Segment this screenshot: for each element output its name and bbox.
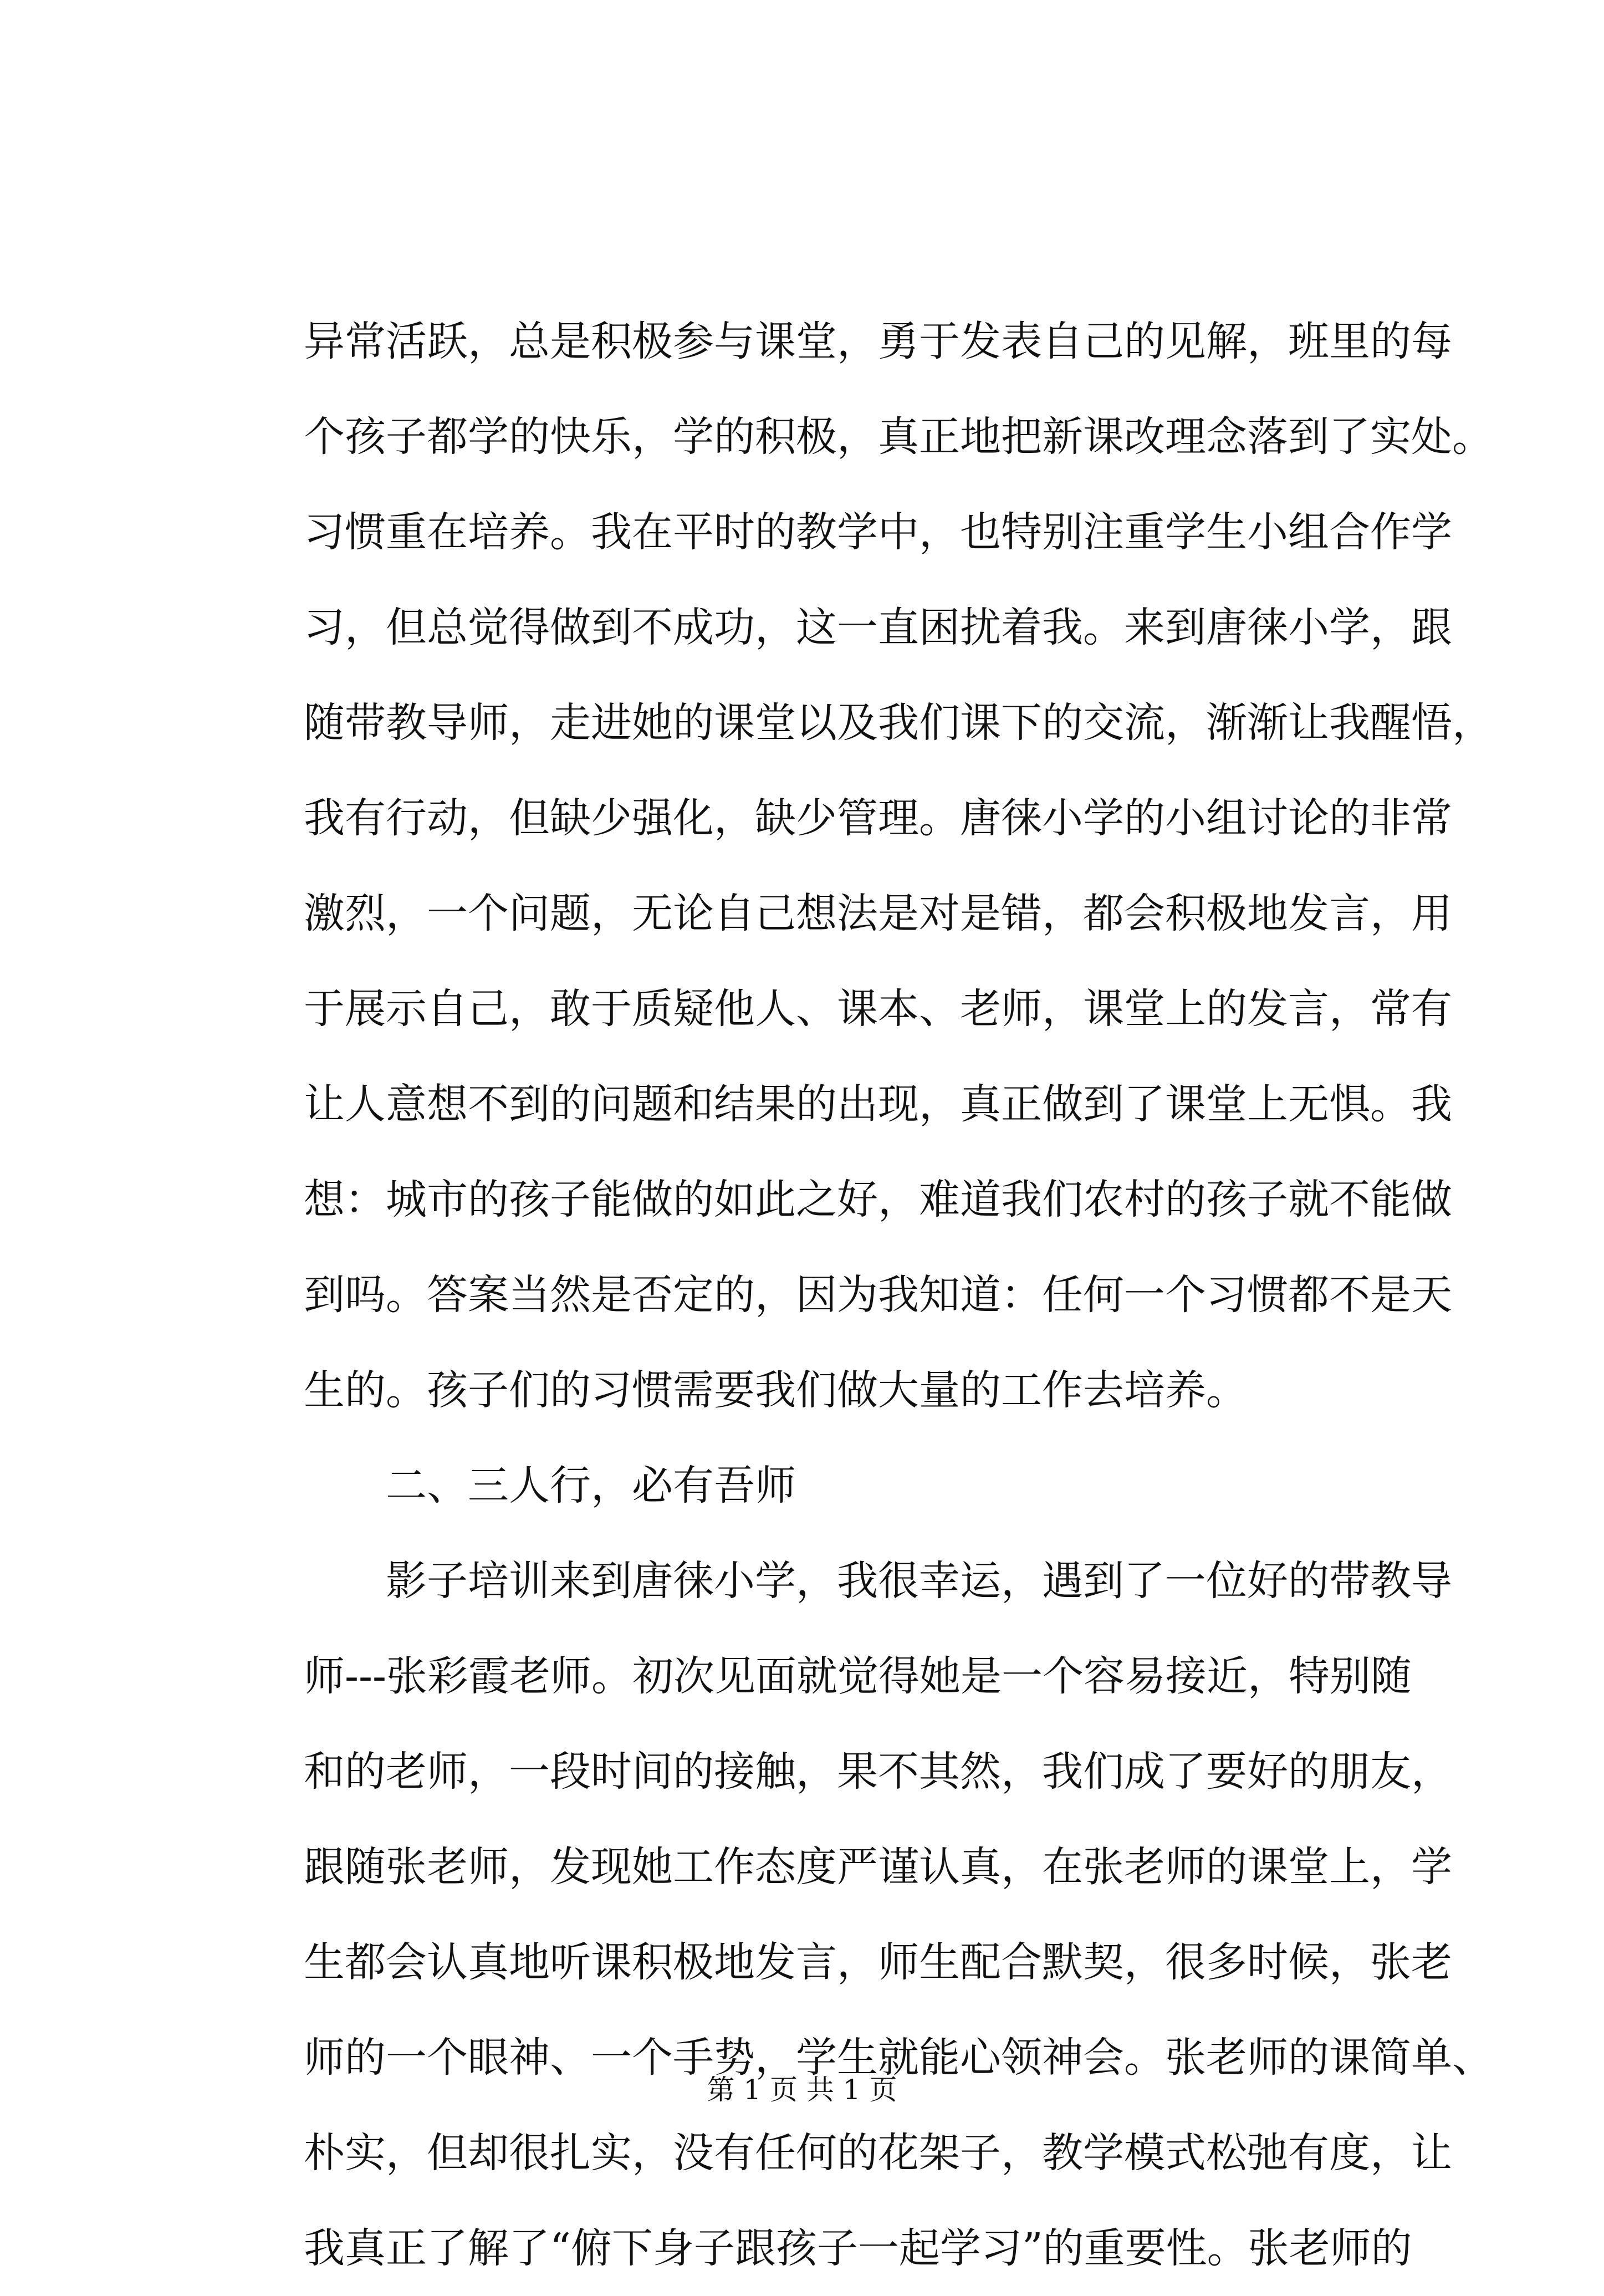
page-footer: 第 1 页 共 1 页 [707, 2074, 897, 2106]
section-heading: 二、三人行，必有吾师 [304, 1462, 796, 1509]
text-line: 想：城市的孩子能做的如此之好，难道我们农村的孩子就不能做 [304, 1176, 1452, 1223]
text-line: 随带教导师，走进她的课堂以及我们课下的交流，渐渐让我醒悟， [304, 699, 1493, 747]
text-line: 朴实，但却很扎实，没有任何的花架子，教学模式松弛有度，让 [304, 2129, 1452, 2177]
text-line: 异常活跃，总是积极参与课堂，勇于发表自己的见解，班里的每 [304, 318, 1452, 365]
text-line: 习惯重在培养。我在平时的教学中，也特别注重学生小组合作学 [304, 508, 1452, 556]
text-line: 跟随张老师，发现她工作态度严谨认真，在张老师的课堂上，学 [304, 1843, 1452, 1891]
text-line: 师的一个眼神、一个手势，学生就能心领神会。张老师的课简单、 [304, 2034, 1493, 2081]
text-line: 于展示自己，敢于质疑他人、课本、老师，课堂上的发言，常有 [304, 985, 1452, 1033]
text-line: 生都会认真地听课积极地发言，师生配合默契，很多时候，张老 [304, 1938, 1452, 1986]
text-line: 让人意想不到的问题和结果的出现，真正做到了课堂上无惧。我 [304, 1080, 1452, 1128]
text-line: 到吗。答案当然是否定的，因为我知道：任何一个习惯都不是天 [304, 1271, 1452, 1319]
text-line: 习，但总觉得做到不成功，这一直困扰着我。来到唐徕小学，跟 [304, 604, 1452, 651]
text-line: 激烈，一个问题，无论自己想法是对是错，都会积极地发言，用 [304, 890, 1452, 937]
body-text [304, 294, 1493, 2296]
text-line: 个孩子都学的快乐，学的积极，真正地把新课改理念落到了实处。 [304, 413, 1493, 461]
text-line: 和的老师，一段时间的接触，果不其然，我们成了要好的朋友， [304, 1748, 1452, 1795]
text-line: 我有行动，但缺少强化，缺少管理。唐徕小学的小组讨论的非常 [304, 794, 1452, 842]
text-line: 生的。孩子们的习惯需要我们做大量的工作去培养。 [304, 1366, 1247, 1414]
text-line: 我真正了解了“俯下身子跟孩子一起学习”的重要性。张老师的 [304, 2224, 1412, 2272]
text-line: 师---张彩霞老师。初次见面就觉得她是一个容易接近，特别随 [304, 1652, 1412, 1700]
text-line: 影子培训来到唐徕小学，我很幸运，遇到了一位好的带教导 [304, 1557, 1452, 1605]
